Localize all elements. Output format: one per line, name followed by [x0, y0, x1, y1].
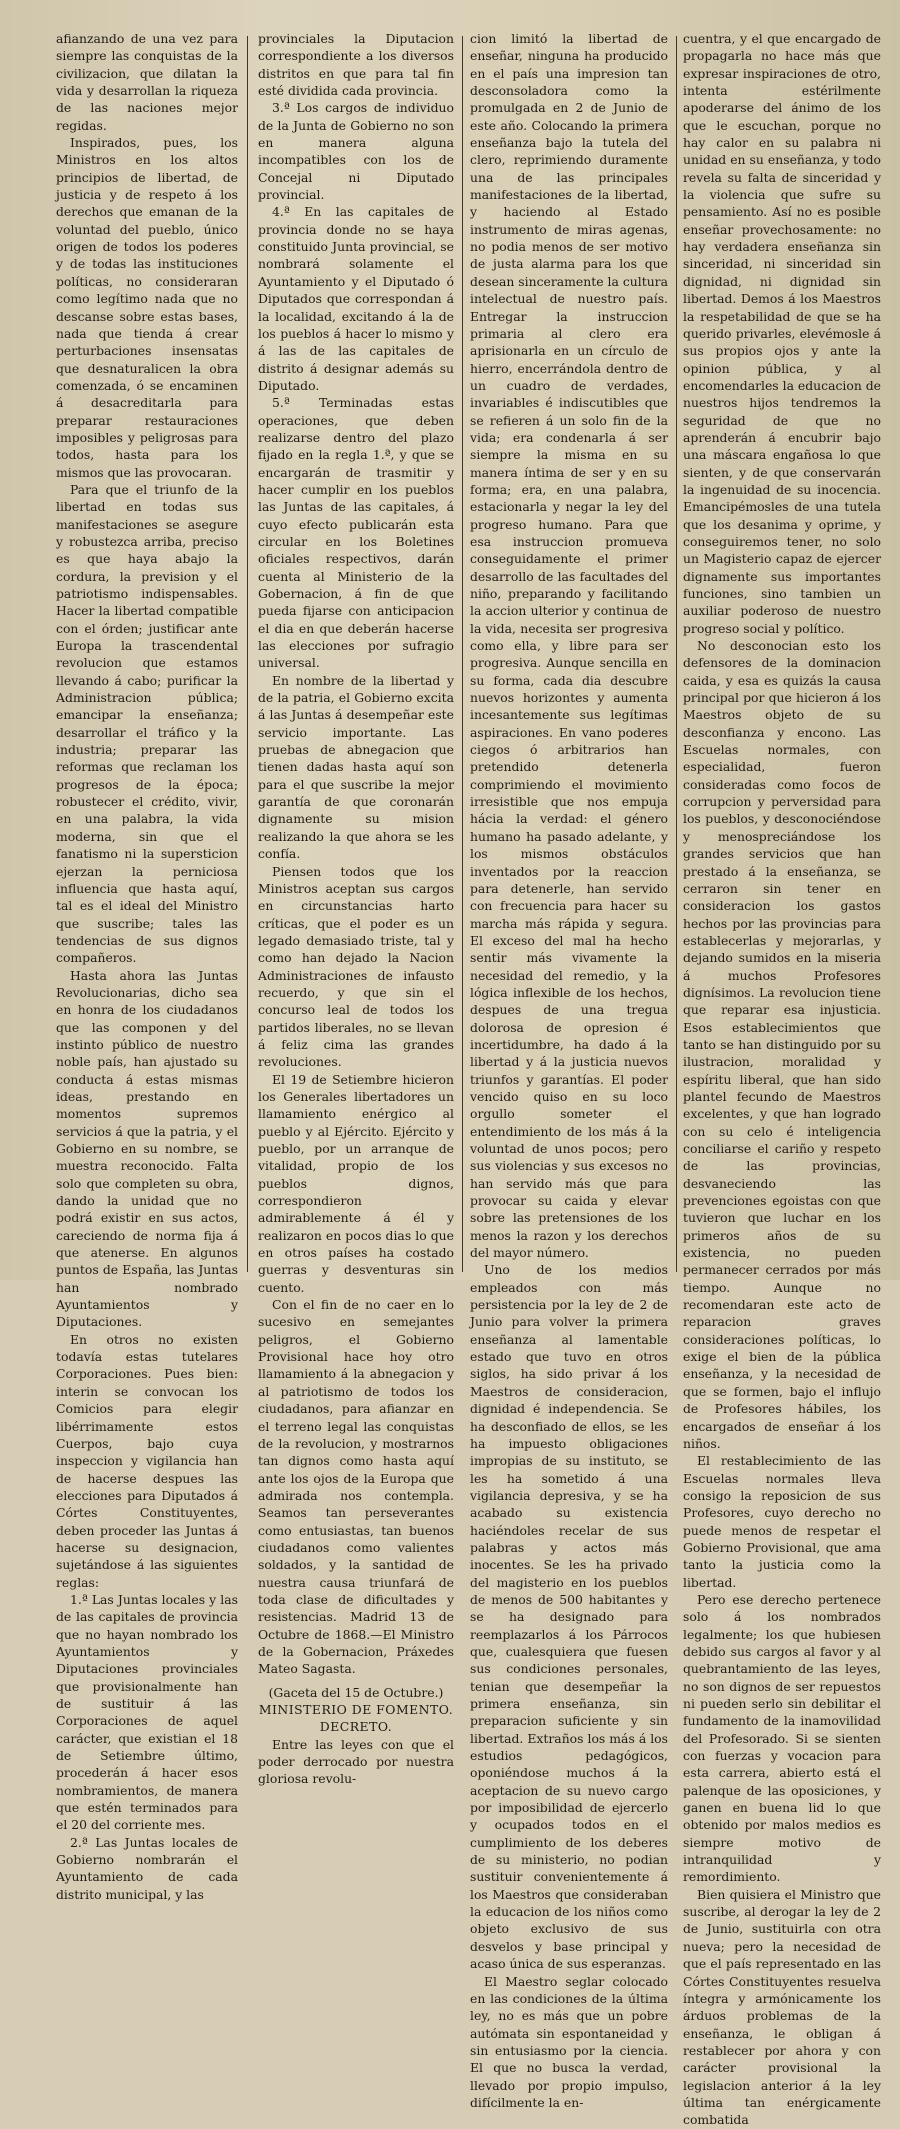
- rule-paragraph: 5.ª Terminadas estas operaciones, que deben realizarse dentro del plazo fijado en la regla 1.ª, y que se encargarán de trasmitir y hacer cumplir en los pueblos las Juntas de las capitales, á cuyo efecto publicarán esta circular en los Boletines oficiales respectivos, darán cuenta al Ministerio de la Gobernacion, á fin de que pueda fijarse con anticipacion el dia en que deberán hacerse las elecciones por sufragio universal.: [258, 395, 454, 671]
- paragraph: El 19 de Setiembre hicieron los Generales libertadores un llamamiento enérgico al pueblo y al Ejército. Ejército y pueblo, por un arranque de vitalidad, propio de los pueblos dignos, correspondieron admirablemente á él y realizaron en pocos dias lo que en otros países ha costado guerras y desventuras sin cuento.: [258, 1071, 454, 1295]
- paragraph: Piensen todos que los Ministros aceptan sus cargos en circunstancias harto críticas, que el poder es un legado demasiado triste, tal y como han dejado la Nacion Administraciones de infausto recuerdo, y que sin el concurso leal de todos los partidos liberales, no se llevan á feliz cima las grandes revoluciones.: [258, 863, 454, 1070]
- paragraph: Con el fin de no caer en lo sucesivo en semejantes peligros, el Gobierno Provisional hace hoy otro llamamiento á la abnegacion y al patriotismo de todos los ciudadanos, para afianzar en el terreno legal las conquistas de la revolucion, y mostrarnos tan dignos como hasta aquí ante los ojos de la Europa que admirada nos contempla. Seamos tan perseverantes como entusiastas, tan buenos ciudadanos como valientes soldados, y la santidad de nuestra causa triunfará de toda clase de dificultades y resistencias. Madrid 13 de Octubre de 1868.—El Ministro de la Gobernacion, Práxedes Mateo Sagasta.: [258, 1297, 454, 1677]
- column-rule: [247, 36, 248, 1272]
- paragraph: Bien quisiera el Ministro que suscribe, al derogar la ley de 2 de Junio, sustituirla con otra nueva; pero la necesidad de que el país representado en las Córtes Constituyentes resuelva íntegra y armónicamente los árduos problemas de la enseñanza, le obligan á restablecer por ahora y con carácter provisional la legislacion anterior á la ley última tan enérgicamente combatida: [683, 1886, 881, 2128]
- paragraph: En nombre de la libertad y de la patria, el Gobierno excita á las Juntas á desempeñar este servicio importante. Las pruebas de abnegacion que tienen dadas hasta aquí son para el que suscribe la mejor garantía de que coronarán dignamente su mision realizando la que ahora se les confía.: [258, 672, 454, 862]
- column-1: [56, 30, 238, 1902]
- gaceta-citation: (Gaceta del 15 de Octubre.): [268, 1684, 444, 1700]
- paragraph: cuentra, y el que encargado de propagarla no hace más que expresar inspiraciones de otro, intenta estérilmente apoderarse del ánimo de los que le escuchan, porque no hay calor en su palabra ni unidad en su enseñanza, y todo revela su falta de sinceridad y la violencia que sufre su pensamiento. Así no es posible enseñar provechosamente: no hay verdadera enseñanza sin sinceridad, ni sinceridad sin dignidad, ni dignidad sin libertad. Demos á los Maestros la respetabilidad de que se ha querido privarles, elevémosle á sus propios ojos y ante la opinion pública, y al encomendarles la educacion de nuestros hijos tendremos la seguridad de que no aprenderán á encubrir bajo una máscara engañosa lo que sienten, y de que conservarán la ingenuidad de su inocencia. Emancipémosles de una tutela que los desanima y oprime, y conseguiremos tener, no solo un Magisterio capaz de ejercer dignamente sus importantes funciones, sino tambien un auxiliar poderoso de nuestro progreso social y político.: [683, 31, 882, 636]
- paragraph: Entre las leyes con que el poder derrocado por nuestra gloriosa revolu-: [258, 1736, 454, 1787]
- rule-paragraph: 1.ª Las Juntas locales y las de las capitales de provincia que no hayan nombrado los Ayuntamientos y Diputaciones provinciales que provisionalmente han de sustituir á las Corporaciones de aquel carácter, que existian el 18 de Setiembre último, procederán á hacer esos nombramientos, de manera que estén terminados para el 20 del corriente mes.: [56, 1591, 238, 1833]
- paragraph: El restablecimiento de las Escuelas normales lleva consigo la reposicion de sus Profesores, cuyo derecho no puede menos de respetar el Gobierno Provisional, que ama tanto la justicia como la libertad.: [683, 1453, 881, 1590]
- ministry-heading: MINISTERIO DE FOMENTO.: [258, 1702, 454, 1717]
- column-rule: [676, 36, 677, 1272]
- paragraph: cion limitó la libertad de enseñar, ninguna ha producido en el país una impresion tan desconsoladora como la promulgada en 2 de Junio de este año. Colocando la primera enseñanza bajo la tutela del clero, reprimiendo duramente una de las principales manifestaciones de la libertad, y haciendo al Estado instrumento de miras agenas, no podia menos de ser motivo de justa alarma para los que desean sinceramente la cultura intelectual de nuestro país. Entregar la instruccion primaria al clero era aprisionarla en un círculo de hierro, encerrándola dentro de un cuadro de verdades, invariables é indiscutibles que se refieren á un solo fin de la vida; era condenarla á ser siempre la misma en su manera íntima de ser y en su forma; era, en una palabra, estacionarla y negar la ley del progreso humano. Para que esa instruccion promueva conseguidamente el primer desarrollo de las facultades del niño, preparando y facilitando la accion ulterior y continua de la vida, necesita ser progresiva como ella, y libre para ser progresiva. Aunque sencilla en su forma, cada dia descubre nuevos horizontes y aumenta incesantemente sus legítimas aspiraciones. En vano poderes ciegos ó arbitrarios han pretendido detenerla comprimiendo el movimiento irresistible que nos empuja hácia la verdad: el género humano ha pasado adelante, y los mismos obstáculos inventados por la reaccion para detenerle, han servido con frecuencia para hacer su marcha más rápida y segura. El exceso del mal ha hecho sentir más vivamente la necesidad del remedio, y la lógica inflexible de los hechos, despues de una tregua dolorosa de opresion é incertidumbre, ha dado á la libertad y á la justicia nuevos triunfos y garantías. El poder vencido quiso en su loco orgullo someter el entendimiento de los más á la voluntad de unos pocos; pero sus violencias y sus excesos no han servido más que para provocar su caida y elevar sobre las pretensiones de los menos la razon y los derechos del mayor número.: [470, 31, 668, 1261]
- paragraph: afianzando de una vez para siempre las conquistas de la civilizacion, que dilatan la vida y desarrollan la riqueza de las naciones mejor regidas.: [56, 31, 238, 133]
- rule-paragraph: 4.ª En las capitales de provincia donde no se haya constituido Junta provincial, se nombrará solamente el Ayuntamiento y el Diputado ó Diputados que correspondan á la localidad, excitando á la de los pueblos á hacer lo mismo y á las de las capitales de distrito á designar además su Diputado.: [258, 204, 454, 393]
- paragraph: Inspirados, pues, los Ministros en los altos principios de libertad, de justicia y de respeto á los derechos que emanan de la voluntad del pueblo, único origen de todos los poderes y de todas las instituciones políticas, no consideraran como legítimo nada que no descanse sobre estas bases, nada que tienda á crear perturbaciones insensatas que desnaturalicen la obra comenzada, ó se encaminen á desacreditarla para preparar restauraciones imposibles y peligrosas para todos, hasta para los mismos que las provocaran.: [56, 135, 238, 480]
- paragraph: En otros no existen todavía estas tutelares Corporaciones. Pues bien: interin se convocan los Comicios para elegir libérrimamente estos Cuerpos, bajo cuya inspeccion y vigilancia han de hacerse despues las elecciones para Diputados á Córtes Constituyentes, deben proceder las Juntas á hacerse su designacion, sujetándose á las siguientes reglas:: [56, 1331, 238, 1590]
- paragraph: Para que el triunfo de la libertad en todas sus manifestaciones se asegure y robustezca arriba, preciso es que haya abajo la cordura, la prevision y el patriotismo indispensables. Hacer la libertad compatible con el órden; justificar ante Europa la trascendental revolucion que estamos llevando á cabo; purificar la Administracion pública; emancipar la enseñanza; desarrollar el tráfico y la industria; preparar las reformas que reclaman los progresos de la época; robustecer el crédito, vivir, en una palabra, la vida moderna, sin que el fanatismo ni la supersticion ejerzan la perniciosa influencia que hasta aquí, tal es el ideal del Ministro que suscribe; tales las tendencias de sus dignos compañeros.: [56, 481, 238, 966]
- paragraph: provinciales la Diputacion correspondiente a los diversos distritos en que para tal fin esté dividida cada provincia.: [258, 31, 454, 99]
- column-4: [683, 30, 882, 2128]
- column-rule: [462, 36, 463, 1272]
- paragraph: El Maestro seglar colocado en las condiciones de la última ley, no es más que un pobre autómata sin espontaneidad y sin entusiasmo por la ciencia. El que no busca la verdad, llevado por propio impulso, difícilmente la en-: [470, 1973, 668, 2110]
- rule-paragraph: 3.ª Los cargos de individuo de la Junta de Gobierno no son en manera alguna incompatibles con los de Concejal ni Diputado provincial.: [258, 100, 454, 203]
- paragraph: No desconocian esto los defensores de la dominacion caida, y esa es quizás la causa principal por que hicieron á los Maestros objeto de su desconfianza y encono. Las Escuelas normales, con especialidad, fueron consideradas como focos de corrupcion y perversidad para los pueblos, y desconociéndose y menospreciándose los grandes servicios que han prestado á la enseñanza, se cerraron sin tener en consideracion los gastos hechos por las provincias para establecerlas y mejorarlas, y dejando sumidos en la miseria á muchos Profesores dignísimos. La revolucion tiene que reparar esa injusticia. Esos establecimientos que tanto se han distinguido por su ilustracion, moralidad y espíritu liberal, que han sido plantel fecundo de Maestros excelentes, y que han logrado con su celo é inteligencia conciliarse el cariño y respeto de las provincias, desvaneciendo las prevenciones egoistas con que tuvieron que luchar en los primeros años de su existencia, no pueden permanecer cerrados por más tiempo. Aunque no recomendaran este acto de reparacion graves consideraciones políticas, lo exige el bien de la pública enseñanza, y la necesidad de que se formen, bajo el influjo de Profesores hábiles, los encargados de enseñar á los niños.: [683, 638, 881, 1451]
- paragraph: Pero ese derecho pertenece solo á los nombrados legalmente; los que hubiesen debido sus cargos al favor y al quebrantamiento de las leyes, no son dignos de ser repuestos ni pueden serlo sin debilitar el fundamento de la inamovilidad del Profesorado. Si se sienten con fuerzas y vocacion para esta carrera, abierto está el palenque de las oposiciones, y ganen en buena lid lo que obtenido por malos medios es siempre motivo de intranquilidad y remordimiento.: [683, 1591, 881, 1885]
- column-3: [470, 30, 668, 2110]
- decree-heading: DECRETO.: [319, 1719, 393, 1735]
- paragraph: Uno de los medios empleados con más persistencia por la ley de 2 de Junio para volver la primera enseñanza al lamentable estado que tuvo en otros siglos, ha sido privar á los Maestros de consideracion, dignidad é independencia. Se ha desconfiado de ellos, se les ha impuesto obligaciones impropias de su instituto, se les ha sometido á una vigilancia depresiva, y se ha acabado su existencia haciéndoles recelar de sus palabras y actos más inocentes. Se les ha privado del magisterio en los pueblos de menos de 500 habitantes y se ha designado para reemplazarlos á los Párrocos que, cualesquiera que fuesen sus condiciones personales, tenian que desempeñar la primera enseñanza, sin preparacion suficiente y sin libertad. Extraños los más á los estudios pedagógicos, oponiéndose muchos á la aceptacion de su nuevo cargo por imposibilidad de ejercerlo y ocupados todos en el cumplimiento de los deberes de su ministerio, no podian sustituir convenientemente á los Maestros que consideraban la educacion de los niños como objeto exclusivo de sus desvelos y base principal y acaso única de sus esperanzas.: [470, 1262, 668, 1972]
- rule-paragraph: 2.ª Las Juntas locales de Gobierno nombrarán el Ayuntamiento de cada distrito municipal, y las: [56, 1834, 238, 1902]
- paragraph: Hasta ahora las Juntas Revolucionarias, dicho sea en honra de los ciudadanos que las componen y del instinto público de nuestro noble país, han ajustado su conducta á estas mismas ideas, prestando en momentos supremos servicios á que la patria, y el Gobierno en su nombre, se muestra reconocido. Falta solo que completen su obra, dando la unidad que no podrá existir en sus actos, careciendo de norma fija á que atenerse. En algunos puntos de España, las Juntas han nombrado Ayuntamientos y Diputaciones.: [56, 967, 238, 1330]
- column-2: [258, 30, 454, 1787]
